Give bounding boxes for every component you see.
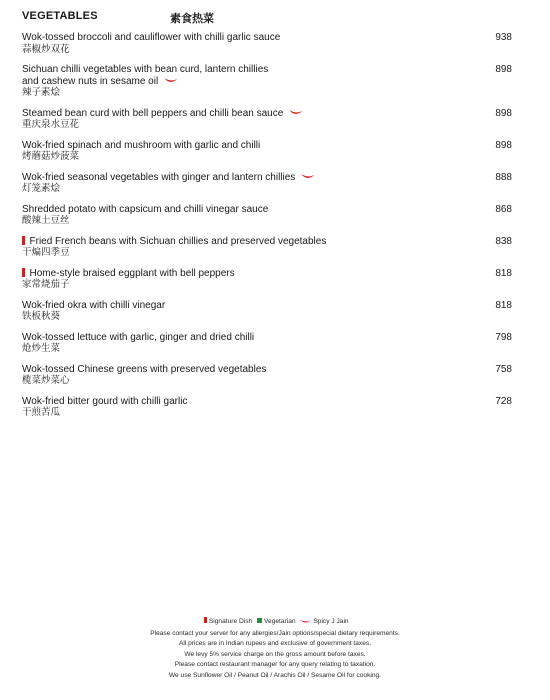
signature-bar-icon: [22, 268, 25, 277]
menu-item-price: 888: [495, 171, 512, 183]
menu-item-chinese-name: 辣子素烩: [22, 87, 61, 98]
signature-bar-icon: [204, 617, 207, 623]
note-prices: All prices are in Indian rupees and exclusive of government taxes.: [178, 640, 372, 648]
menu-item-price: 728: [495, 395, 512, 407]
menu-item-name-text: Wok-tossed broccoli and cauliflower with chilli garlic sauce: [22, 32, 281, 43]
menu-item-name: [22, 204, 514, 216]
menu-item-name: [22, 300, 514, 312]
signature-bar-icon: [22, 236, 25, 245]
menu-item-price: 898: [495, 64, 512, 75]
menu-item-price: 838: [495, 235, 512, 247]
menu-item-name-text: Wok-fried spinach and mushroom with garlic and chilli: [22, 139, 261, 151]
menu-item-chinese-name: 重庆泉水豆花: [22, 119, 80, 130]
menu-item-name-text: Fried French beans with Sichuan chillies and preserved vegetables: [29, 235, 327, 247]
note-oils: We use Sunflower Oil / Peanut Oil / Arachis Oil / Sesame Oil for cooking.: [168, 671, 382, 679]
menu-item-name-text: Steamed bean curd with bell peppers and chilli bean sauce: [22, 107, 284, 119]
menu-item-list: [22, 32, 514, 428]
menu-item: [22, 64, 514, 98]
chili-icon: [164, 77, 178, 85]
menu-item: [22, 236, 514, 259]
menu-item-name-text: Home-style braised eggplant with bell peppers: [29, 267, 235, 279]
legend: [0, 617, 550, 629]
menu-item-chinese-name: 铁板秋葵: [22, 311, 61, 322]
jain-symbol: J: [331, 618, 335, 625]
menu-item-name-text: Wok-tossed lettuce with garlic, ginger and dried chilli: [22, 331, 255, 343]
section-title: VEGETABLES: [22, 10, 98, 22]
menu-item-chinese-name: 家常烧茄子: [22, 279, 70, 290]
menu-item-price: 938: [495, 32, 512, 43]
menu-item: [22, 204, 514, 227]
note-service-charge: We levy 5% service charge on the gross amount before taxes.: [184, 650, 366, 658]
menu-item-chinese-name: 蒜椒炒双花: [22, 43, 70, 55]
menu-item: [22, 364, 514, 387]
menu-item-name-text: Wok-fried bitter gourd with chilli garlic: [22, 395, 188, 407]
legend-spicy-label: Spicy: [313, 618, 330, 625]
menu-item-name: [22, 140, 514, 152]
menu-item-name: [22, 332, 514, 344]
menu-item-name: [22, 108, 514, 120]
menu-item-name: [22, 396, 514, 408]
menu-item-name-text: Shredded potato with capsicum and chilli vinegar sauce: [22, 203, 269, 215]
menu-item-chinese-name: 烤蘑菇炒菠菜: [22, 151, 80, 162]
menu-item-chinese-name: 灯笼素烩: [22, 183, 61, 194]
menu-item-name: [22, 64, 514, 76]
section-title-chinese: 素食热菜: [170, 12, 214, 25]
menu-item-name: [22, 76, 514, 88]
legend-vegetarian-label: Vegetarian: [264, 618, 296, 625]
footer: [0, 617, 550, 682]
menu-item-chinese-name: 干煸四季豆: [22, 247, 70, 258]
chili-icon: [289, 109, 303, 117]
menu-item-price: 868: [495, 203, 512, 215]
menu-item-price: 758: [495, 363, 512, 375]
menu-item-price: 818: [495, 299, 512, 311]
menu-item-chinese-name: 榄菜炒菜心: [22, 375, 70, 386]
menu-item-price: 798: [495, 331, 512, 343]
menu-item-name-text: and cashew nuts in sesame oil: [22, 75, 159, 87]
menu-item: [22, 332, 514, 355]
menu-item-name: [22, 268, 514, 280]
legend-signature-label: Signature Dish: [208, 618, 253, 625]
note-allergies: Please contact your server for any allergies/Jain options/special dietary requirements.: [150, 629, 400, 637]
menu-item-name: [22, 236, 514, 248]
menu-item-name-text: Wok-fried okra with chilli vinegar: [22, 299, 166, 311]
chili-icon: [301, 173, 315, 181]
legend-jain-label: Jain: [336, 618, 349, 625]
menu-item-name: [22, 172, 514, 184]
menu-item: [22, 268, 514, 291]
menu-item: [22, 140, 514, 163]
menu-item-chinese-name: 酸辣土豆丝: [22, 215, 70, 226]
menu-item: [22, 32, 514, 55]
menu-item: [22, 300, 514, 323]
menu-item-price: 898: [495, 139, 512, 151]
menu-item: [22, 396, 514, 419]
menu-item-price: 898: [495, 107, 512, 119]
chili-icon: [300, 618, 311, 629]
menu-item-name-text: Sichuan chilli vegetables with bean curd, lantern chillies: [22, 64, 269, 75]
menu-item-chinese-name: 干煎苦瓜: [22, 407, 61, 418]
menu-item-price: 818: [495, 267, 512, 279]
menu-item: [22, 172, 514, 195]
menu-item-name-text: Wok-tossed Chinese greens with preserved vegetables: [22, 363, 267, 375]
menu-item-name: [22, 32, 514, 44]
menu-item: [22, 108, 514, 131]
menu-item-name: [22, 364, 514, 376]
menu-item-name-text: Wok-fried seasonal vegetables with ginger and lantern chillies: [22, 171, 296, 183]
veg-square-icon: [257, 618, 262, 623]
note-taxation: Please contact restaurant manager for any query relating to taxation.: [174, 661, 376, 669]
menu-item-chinese-name: 炝炒生菜: [22, 343, 61, 354]
